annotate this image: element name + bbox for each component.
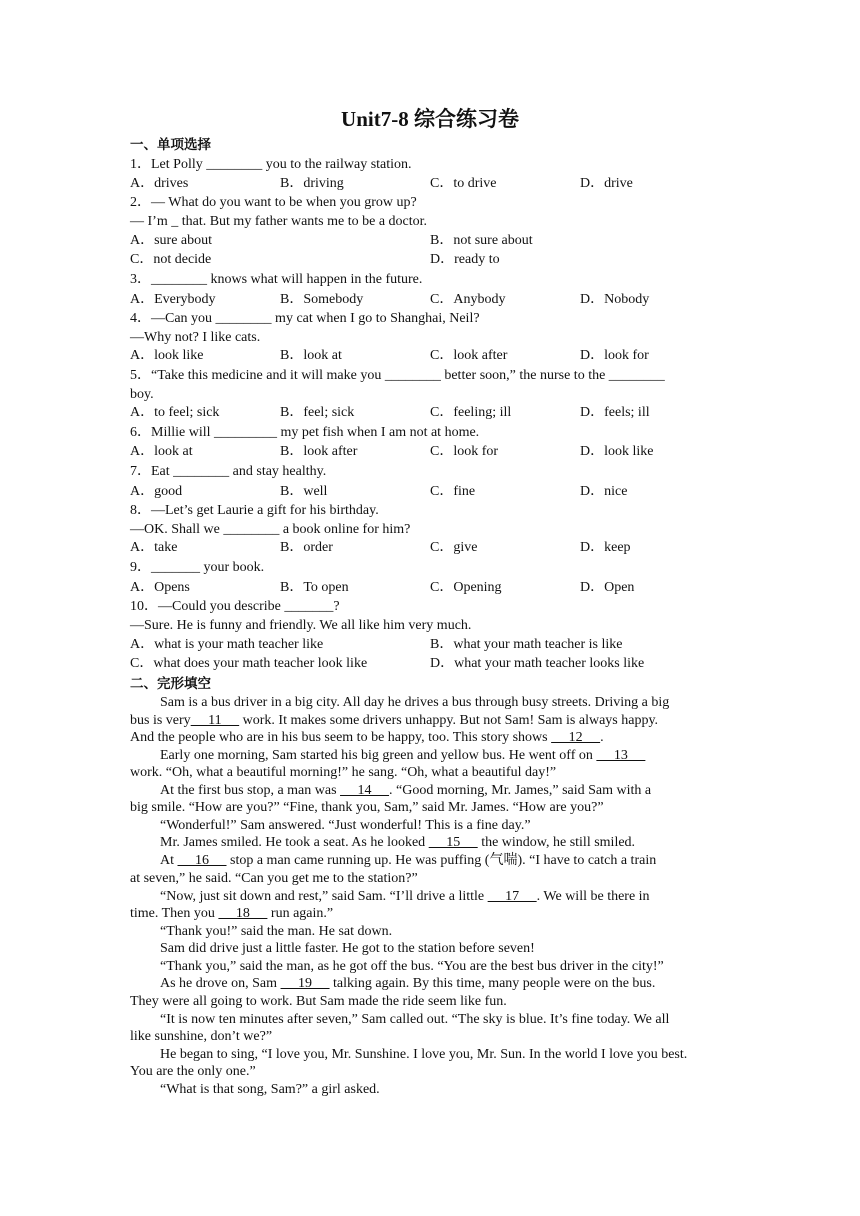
question-2-stem: 2．— What do you want to be when you grow up? [130,195,417,210]
cloze-blank-19: 19 [280,976,330,991]
cloze-paragraph-9: Sam did drive just a little faster. He got to the station before seven! [160,941,535,956]
question-5-option-d: D．feels; ill [580,405,650,420]
question-3-option-d: D．Nobody [580,292,650,307]
question-3-option-a: A．Everybody [130,292,216,307]
cloze-paragraph-7-line-2: time. Then you 18 run again.” [130,906,334,921]
question-1-option-c: C．to drive [430,176,497,191]
cloze-paragraph-6-line-1: At 16 stop a man came running up. He was puffing (气喘). “I have to catch a train [160,853,657,868]
question-2-stem-reply: — I’m _ that. But my father wants me to be a doctor. [130,214,428,229]
question-8-option-a: A．take [130,540,178,555]
question-5-stem: 5．“Take this medicine and it will make you ________ better soon,” the nurse to the ________ [130,368,665,383]
cloze-paragraph-13-line-1: He began to sing, “I love you, Mr. Sunshine. I love you, Mr. Sun. In the world I love you best. [160,1047,688,1062]
question-3-stem: 3．________ knows what will happen in the future. [130,272,423,287]
question-10-option-d: D．what your math teacher looks like [430,656,645,671]
question-1-option-a: A．drives [130,176,189,191]
question-6-stem: 6．Millie will _________ my pet fish when I am not at home. [130,425,480,440]
cloze-paragraph-8: “Thank you!” said the man. He sat down. [160,924,393,939]
question-8-option-d: D．keep [580,540,631,555]
question-3-option-b: B．Somebody [280,292,364,307]
question-2-option-b: B．not sure about [430,233,533,248]
question-8-stem-reply: —OK. Shall we ________ a book online for him? [130,522,411,537]
question-7-option-d: D．nice [580,484,628,499]
question-4-stem: 4．—Can you ________ my cat when I go to Shanghai, Neil? [130,311,480,326]
cloze-paragraph-11-line-1: As he drove on, Sam 19 talking again. By this time, many people were on the bus. [160,976,656,991]
cloze-paragraph-10: “Thank you,” said the man, as he got off the bus. “You are the best bus driver in the city!” [160,959,664,974]
cloze-paragraph-12-line-1: “It is now ten minutes after seven,” Sam called out. “The sky is blue. It’s fine today. We all [160,1012,670,1027]
cloze-blank-12: 12 [551,730,601,745]
question-4-option-a: A．look like [130,348,204,363]
question-4-option-b: B．look at [280,348,342,363]
question-8-stem: 8．—Let’s get Laurie a gift for his birthday. [130,503,379,518]
cloze-paragraph-4: “Wonderful!” Sam answered. “Just wonderful! This is a fine day.” [160,818,531,833]
cloze-paragraph-14: “What is that song, Sam?” a girl asked. [160,1082,380,1097]
question-9-option-c: C．Opening [430,580,502,595]
question-10-option-b: B．what your math teacher is like [430,637,623,652]
section-heading-cloze: 二、完形填空 [130,676,211,692]
question-2-option-a: A．sure about [130,233,213,248]
cloze-paragraph-12-line-2: like sunshine, don’t we?” [130,1029,273,1044]
section-heading-multiple-choice: 一、单项选择 [130,137,211,153]
cloze-paragraph-2-line-1: Early one morning, Sam started his big green and yellow bus. He went off on 13 [160,748,646,763]
question-9-option-b: B．To open [280,580,349,595]
question-9-option-a: A．Opens [130,580,190,595]
question-5-option-a: A．to feel; sick [130,405,220,420]
cloze-paragraph-6-line-2: at seven,” he said. “Can you get me to the station?” [130,871,418,886]
cloze-blank-13: 13 [596,748,646,763]
question-6-option-a: A．look at [130,444,193,459]
question-9-option-d: D．Open [580,580,635,595]
cloze-paragraph-7-line-1: “Now, just sit down and rest,” said Sam. “I’ll drive a little 17 . We will be there in [160,889,650,904]
page-title: Unit7-8 综合练习卷 [341,107,519,131]
question-4-option-c: C．look after [430,348,508,363]
cloze-paragraph-3-line-2: big smile. “How are you?” “Fine, thank you, Sam,” said Mr. James. “How are you?” [130,800,604,815]
cloze-paragraph-1-line-1: Sam is a bus driver in a big city. All day he drives a bus through busy streets. Driving a big [160,695,670,710]
question-10-stem: 10．—Could you describe _______? [130,599,340,614]
question-4-option-d: D．look for [580,348,649,363]
cloze-paragraph-1-line-3: And the people who are in his bus seem to be happy, too. This story shows 12 . [130,730,604,745]
cloze-paragraph-13-line-2: You are the only one.” [130,1064,256,1079]
question-8-option-b: B．order [280,540,333,555]
question-10-option-c: C．what does your math teacher look like [130,656,368,671]
question-2-option-d: D．ready to [430,252,500,267]
cloze-paragraph-1-line-2: bus is very 11 work. It makes some drivers unhappy. But not Sam! Sam is always happy. [130,713,659,728]
cloze-paragraph-11-line-2: They were all going to work. But Sam made the ride seem like fun. [130,994,507,1009]
question-7-option-c: C．fine [430,484,476,499]
question-9-stem: 9．_______ your book. [130,560,265,575]
question-7-option-b: B．well [280,484,328,499]
question-1-option-b: B．driving [280,176,344,191]
question-3-option-c: C．Anybody [430,292,506,307]
cloze-paragraph-5: Mr. James smiled. He took a seat. As he looked 15 the window, he still smiled. [160,835,636,850]
cloze-blank-18: 18 [218,906,268,921]
question-5-stem-cont: boy. [130,387,154,402]
cloze-paragraph-2-line-2: work. “Oh, what a beautiful morning!” he sang. “Oh, what a beautiful day!” [130,765,557,780]
question-7-stem: 7．Eat ________ and stay healthy. [130,464,327,479]
cloze-paragraph-3-line-1: At the first bus stop, a man was 14 . “Good morning, Mr. James,” said Sam with a [160,783,652,798]
cloze-blank-14: 14 [340,783,390,798]
question-10-option-a: A．what is your math teacher like [130,637,324,652]
question-5-option-b: B．feel; sick [280,405,355,420]
question-1-stem: 1．Let Polly ________ you to the railway station. [130,157,412,172]
question-1-option-d: D．drive [580,176,633,191]
cloze-blank-17: 17 [487,889,537,904]
cloze-blank-11: 11 [190,713,240,728]
question-2-option-c: C．not decide [130,252,212,267]
cloze-blank-15: 15 [428,835,478,850]
question-10-stem-reply: —Sure. He is funny and friendly. We all like him very much. [130,618,472,633]
cloze-blank-16: 16 [177,853,227,868]
question-5-option-c: C．feeling; ill [430,405,512,420]
question-6-option-d: D．look like [580,444,654,459]
question-7-option-a: A．good [130,484,183,499]
question-6-option-b: B．look after [280,444,358,459]
question-4-stem-reply: —Why not? I like cats. [130,330,261,345]
question-6-option-c: C．look for [430,444,499,459]
question-8-option-c: C．give [430,540,478,555]
